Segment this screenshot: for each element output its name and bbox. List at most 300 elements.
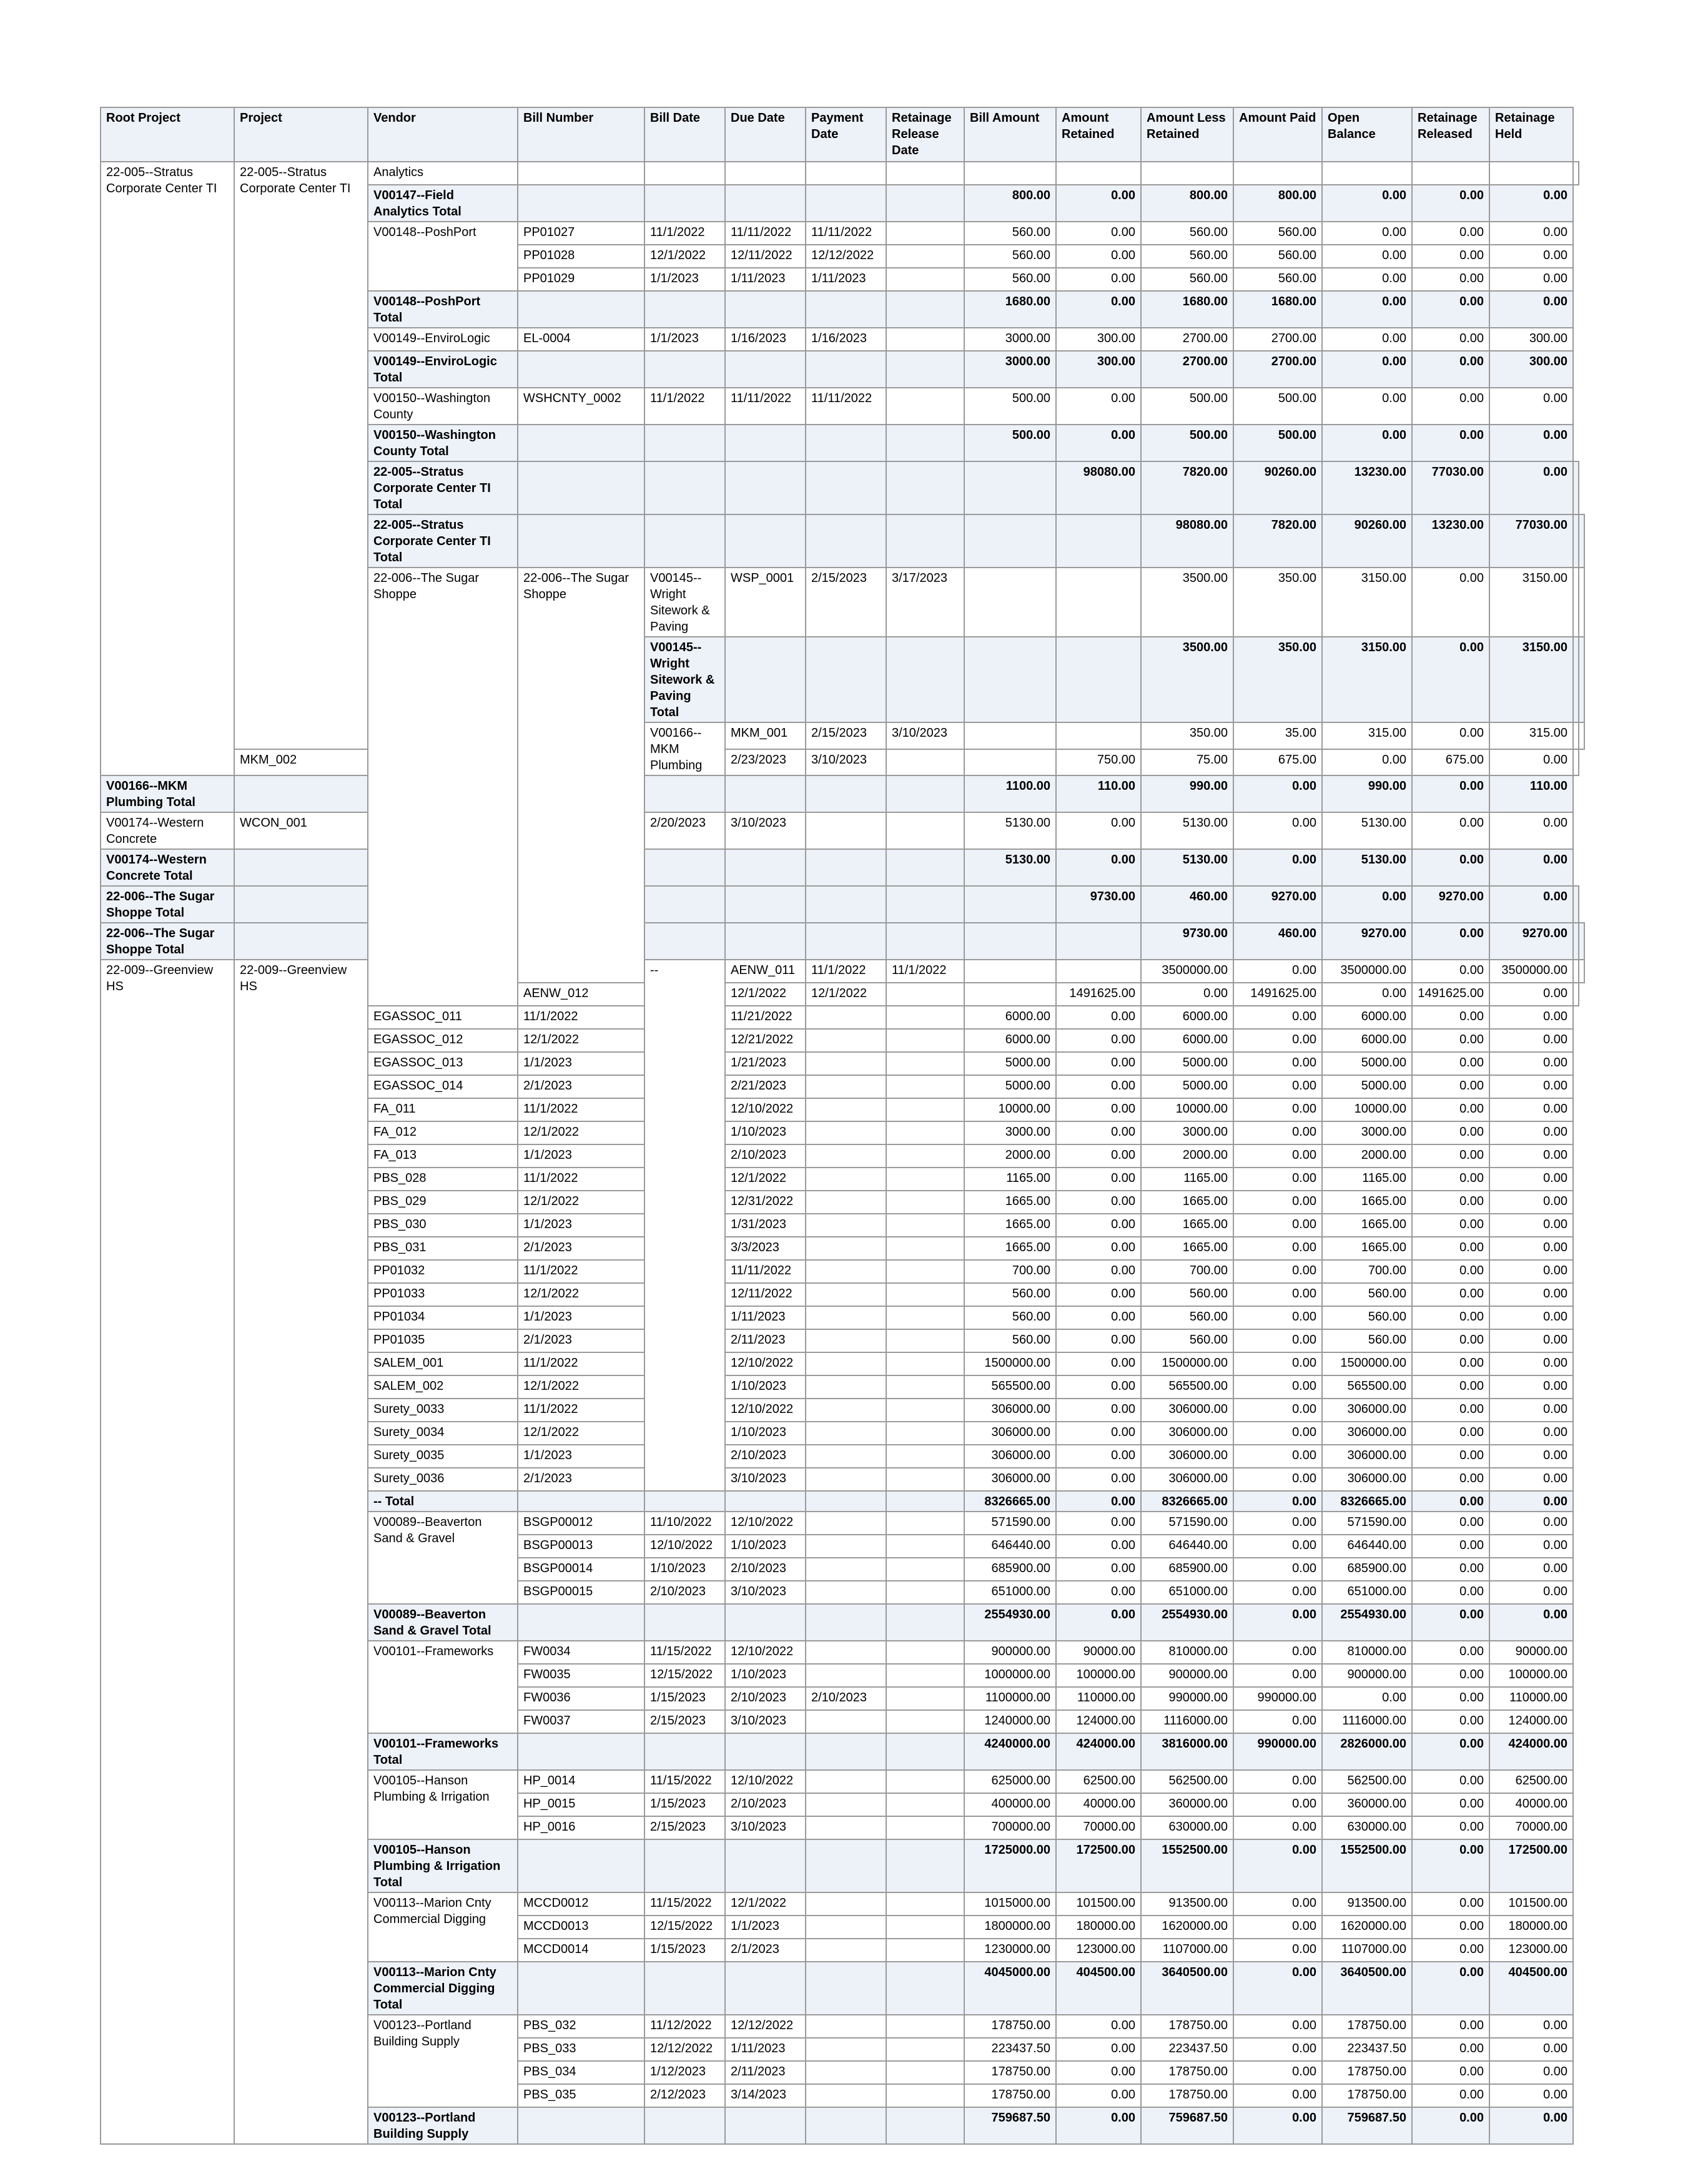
amount-cell: 3000.00 [964,328,1056,351]
bill-info-cell [886,1641,964,1664]
amount-cell: 560.00 [1233,245,1322,268]
empty-cell [886,514,964,568]
amount-cell: 306000.00 [1141,1468,1233,1491]
amount-cell: 0.00 [1489,2084,1573,2107]
column-header: Bill Number [518,107,644,162]
bill-info-cell [806,2015,886,2038]
bill-info-cell: PP01027 [518,222,644,245]
total-amount-cell [1579,923,1584,960]
bill-info-cell [886,1144,964,1168]
amount-cell: 0.00 [1056,2015,1141,2038]
bill-info-cell [886,1892,964,1916]
amount-cell: 0.00 [1233,1939,1322,1962]
table-row [101,162,1584,185]
amount-cell: 0.00 [1056,388,1141,425]
bill-info-cell: 1/21/2023 [725,1052,806,1075]
amount-cell: 1491625.00 [1412,983,1489,1006]
total-amount-cell: 0.00 [1056,425,1141,461]
bill-info-cell [806,2061,886,2084]
bill-info-cell: 1/1/2023 [518,1445,644,1468]
project-total-row [101,886,1584,923]
total-amount-cell: 0.00 [1322,425,1412,461]
amount-cell: 1165.00 [1141,1168,1233,1191]
empty-cell [234,775,368,812]
bill-info-cell: 1/10/2023 [644,1558,725,1581]
amount-cell: 2700.00 [1141,328,1233,351]
bill-info-cell: 12/1/2022 [725,1892,806,1916]
empty-cell [644,849,725,886]
amount-cell [1233,162,1322,185]
bill-info-cell: 2/21/2023 [725,1075,806,1098]
total-amount-cell: 0.00 [1489,2107,1573,2144]
bill-info-cell: MKM_002 [234,749,368,776]
amount-cell: 3500000.00 [1322,960,1412,983]
bill-info-cell [886,1191,964,1214]
amount-cell: 0.00 [1056,1237,1141,1260]
column-header: Amount Retained [1056,107,1141,162]
amount-cell [1322,162,1412,185]
bill-info-cell: 11/1/2022 [518,1352,644,1375]
amount-cell: 560.00 [1141,1283,1233,1306]
bill-info-cell: 1/31/2023 [725,1214,806,1237]
vendor-cell: V00150--Washington County [368,388,518,425]
bill-info-cell [886,1939,964,1962]
vendor-total-row [101,849,1584,886]
bill-info-cell: 12/1/2022 [644,245,725,268]
empty-cell [644,291,725,328]
amount-cell: 0.00 [1322,268,1412,291]
bill-info-cell [886,1006,964,1029]
amount-cell: 0.00 [1233,1664,1322,1687]
empty-cell [886,923,964,960]
bill-info-cell: 2/11/2023 [725,1329,806,1352]
bill-info-cell [886,2038,964,2061]
amount-cell: 630000.00 [1322,1816,1412,1839]
project-total-label: 22-005--Stratus Corporate Center TI Total [368,461,518,514]
empty-cell [886,1839,964,1892]
amount-cell: 3000.00 [964,1121,1056,1144]
empty-cell [644,2107,725,2144]
amount-cell: 178750.00 [1322,2061,1412,2084]
bill-info-cell: 3/14/2023 [725,2084,806,2107]
amount-cell: 0.00 [1412,1535,1489,1558]
project-cell: 22-009--Greenview HS [234,960,368,2144]
total-amount-cell: 9270.00 [1322,923,1412,960]
total-amount-cell: 500.00 [1233,425,1322,461]
empty-cell [518,1839,644,1892]
amount-cell: 0.00 [1233,1535,1322,1558]
bill-info-cell: 1/15/2023 [644,1793,725,1816]
amount-cell: 0.00 [1412,1306,1489,1329]
empty-cell [644,461,725,514]
bill-info-cell [806,1535,886,1558]
bill-info-cell [886,1283,964,1306]
bill-info-cell: PBS_033 [518,2038,644,2061]
amount-cell: 0.00 [1233,1260,1322,1283]
amount-cell: 560.00 [1141,222,1233,245]
bill-info-cell [886,388,964,425]
bill-info-cell [806,1283,886,1306]
amount-cell: 2000.00 [1322,1144,1412,1168]
bill-info-cell [806,1121,886,1144]
amount-cell: 0.00 [1233,1770,1322,1793]
amount-cell: 0.00 [1489,1098,1573,1121]
amount-cell: 700.00 [964,1260,1056,1283]
amount-cell: 0.00 [1233,812,1322,849]
total-amount-cell: 8326665.00 [1141,1491,1233,1512]
bill-info-cell [886,1237,964,1260]
total-amount-cell: 0.00 [1233,775,1322,812]
amount-cell: 500.00 [1141,388,1233,425]
amount-cell: 0.00 [1056,1558,1141,1581]
amount-cell: 0.00 [1412,245,1489,268]
bill-info-cell [886,1816,964,1839]
total-amount-cell: 350.00 [1233,637,1322,722]
amount-cell: 0.00 [1489,1260,1573,1283]
bill-info-cell: 11/1/2022 [518,1399,644,1422]
amount-cell: 0.00 [1056,1283,1141,1306]
total-amount-cell: 0.00 [1233,849,1322,886]
amount-cell: 0.00 [1233,1306,1322,1329]
amount-cell: 1116000.00 [1141,1710,1233,1733]
bill-info-cell [806,1641,886,1664]
total-amount-cell: 1680.00 [1141,291,1233,328]
amount-cell: 685900.00 [1322,1558,1412,1581]
total-amount-cell: 0.00 [1233,1839,1322,1892]
bill-info-cell: 1/11/2023 [806,268,886,291]
amount-cell: 0.00 [1412,1006,1489,1029]
empty-cell [725,461,806,514]
bill-info-cell: 12/1/2022 [518,1283,644,1306]
empty-cell [644,923,725,960]
amount-cell: 0.00 [1489,1006,1573,1029]
bill-info-cell [806,1710,886,1733]
empty-cell [234,923,368,960]
empty-cell [806,886,886,923]
amount-cell: 500.00 [1233,388,1322,425]
amount-cell: 5000.00 [964,1075,1056,1098]
amount-cell: 0.00 [1412,722,1489,749]
amount-cell: 0.00 [1233,1558,1322,1581]
amount-cell: 62500.00 [1489,1770,1573,1793]
amount-cell: 685900.00 [964,1558,1056,1581]
bill-info-cell: 11/15/2022 [644,1641,725,1664]
bill-info-cell: EL-0004 [518,328,644,351]
amount-cell: 306000.00 [964,1445,1056,1468]
bill-info-cell: 11/15/2022 [644,1770,725,1793]
amount-cell: 0.00 [1233,1816,1322,1839]
empty-cell [886,461,964,514]
empty-cell [886,1604,964,1641]
vendor-total-label: V00113--Marion Cnty Commercial Digging Total [368,1962,518,2015]
total-amount-cell: 0.00 [1412,1962,1489,2015]
amount-cell: 0.00 [1412,568,1489,637]
bill-info-cell: 12/1/2022 [518,1029,644,1052]
vendor-bills-table [100,107,1585,2145]
bill-info-cell: 11/1/2022 [886,960,964,983]
total-amount-cell: 0.00 [1412,1733,1489,1770]
total-amount-cell: 0.00 [1412,849,1489,886]
amount-cell: 0.00 [1322,222,1412,245]
bill-info-cell: 12/10/2022 [725,1098,806,1121]
bill-info-cell [644,162,725,185]
amount-cell: 1240000.00 [964,1710,1056,1733]
total-amount-cell [1579,514,1584,568]
total-amount-cell: 0.00 [1489,1491,1573,1512]
total-amount-cell [1573,514,1579,568]
amount-cell: 0.00 [1056,812,1141,849]
amount-cell: 315.00 [1322,722,1412,749]
header-row [101,107,1584,162]
amount-cell: 178750.00 [964,2015,1056,2038]
amount-cell: 0.00 [1489,1191,1573,1214]
amount-cell: 90000.00 [1056,1641,1141,1664]
total-amount-cell: 0.00 [1489,1604,1573,1641]
bill-info-cell: EGASSOC_014 [368,1075,518,1098]
total-amount-cell: 2554930.00 [964,1604,1056,1641]
bill-info-cell: 2/1/2023 [518,1468,644,1491]
amount-cell: 0.00 [1412,328,1489,351]
bill-info-cell [964,568,1056,637]
amount-cell: 5130.00 [1141,812,1233,849]
amount-cell: 0.00 [1233,1191,1322,1214]
bill-info-cell: 1/10/2023 [725,1375,806,1399]
bill-info-cell: 12/1/2022 [518,1375,644,1399]
amount-cell: 0.00 [1322,388,1412,425]
empty-cell [725,1839,806,1892]
amount-cell: 700.00 [1141,1260,1233,1283]
bill-info-cell [806,1029,886,1052]
amount-cell: 0.00 [1489,1306,1573,1329]
amount-cell: 0.00 [1412,1641,1489,1664]
amount-cell: 1107000.00 [1322,1939,1412,1962]
amount-cell: 562500.00 [1141,1770,1233,1793]
total-amount-cell: 460.00 [1141,886,1233,923]
bill-info-cell: 2/10/2023 [725,1144,806,1168]
bill-info-cell [806,1793,886,1816]
amount-cell: 0.00 [1489,1168,1573,1191]
empty-cell [644,185,725,222]
total-amount-cell: 2554930.00 [1141,1604,1233,1641]
bill-info-cell [886,1098,964,1121]
empty-cell [806,1491,886,1512]
vendor-total-label: -- Total [368,1491,518,1512]
amount-cell: 0.00 [1412,2084,1489,2107]
amount-cell: 0.00 [1489,1121,1573,1144]
amount-cell [1573,983,1579,1006]
empty-cell [886,849,964,886]
bill-info-cell [806,1422,886,1445]
amount-cell: 0.00 [1412,1770,1489,1793]
total-amount-cell: 300.00 [1489,351,1573,388]
total-amount-cell: 990.00 [1141,775,1233,812]
bill-info-cell: HP_0016 [518,1816,644,1839]
amount-cell [1579,568,1584,637]
amount-cell: 0.00 [1233,1793,1322,1816]
amount-cell: 0.00 [1412,268,1489,291]
bill-info-cell [964,749,1056,776]
total-amount-cell: 1552500.00 [1322,1839,1412,1892]
amount-cell: 0.00 [1412,1121,1489,1144]
vendor-total-row [101,775,1584,812]
amount-cell: 500.00 [964,388,1056,425]
amount-cell: 5000.00 [964,1052,1056,1075]
empty-cell [234,886,368,923]
total-amount-cell: 2700.00 [1233,351,1322,388]
amount-cell: 571590.00 [1141,1512,1233,1535]
bill-info-cell: BSGP00012 [518,1512,644,1535]
empty-cell [886,1733,964,1770]
empty-cell [1056,514,1141,568]
bill-info-cell [806,1581,886,1604]
empty-cell [725,1962,806,2015]
bill-info-cell: 11/1/2022 [644,222,725,245]
amount-cell: 913500.00 [1322,1892,1412,1916]
bill-info-cell: 2/15/2023 [644,1816,725,1839]
amount-cell: 306000.00 [1141,1422,1233,1445]
project-cell: 22-006--The Sugar Shoppe [518,568,644,983]
total-amount-cell: 3500.00 [1141,637,1233,722]
total-amount-cell: 2826000.00 [1322,1733,1412,1770]
empty-cell [644,1733,725,1770]
amount-cell: 1491625.00 [1233,983,1322,1006]
bill-info-cell [886,2061,964,2084]
amount-cell: 0.00 [1489,1558,1573,1581]
total-amount-cell: 0.00 [1412,2107,1489,2144]
total-amount-cell: 0.00 [1412,291,1489,328]
amount-cell: 3500000.00 [1141,960,1233,983]
amount-cell: 0.00 [1489,245,1573,268]
total-amount-cell: 1680.00 [1233,291,1322,328]
empty-cell [518,1491,644,1512]
amount-cell: 560.00 [1233,268,1322,291]
bill-info-cell [806,1098,886,1121]
amount-cell: 3150.00 [1489,568,1573,637]
total-amount-cell: 0.00 [1233,1962,1322,2015]
amount-cell: 0.00 [1489,1283,1573,1306]
bill-info-cell [886,162,964,185]
amount-cell: 0.00 [1233,2061,1322,2084]
amount-cell: 306000.00 [1141,1445,1233,1468]
total-amount-cell: 0.00 [1056,185,1141,222]
amount-cell [1573,749,1579,776]
bill-info-cell: BSGP00014 [518,1558,644,1581]
amount-cell: 75.00 [1141,749,1233,776]
amount-cell: 0.00 [1489,749,1573,776]
total-amount-cell: 9730.00 [1056,886,1141,923]
bill-info-cell: WCON_001 [234,812,368,849]
amount-cell: 3500.00 [1141,568,1233,637]
root-project-total-row [101,923,1584,960]
total-amount-cell: 0.00 [1056,1604,1141,1641]
amount-cell [1141,162,1233,185]
amount-cell: 0.00 [1233,1641,1322,1664]
total-amount-cell: 460.00 [1233,923,1322,960]
total-amount-cell: 3150.00 [1489,637,1573,722]
amount-cell: 0.00 [1056,1422,1141,1445]
amount-cell: 0.00 [1233,1399,1322,1422]
total-amount-cell: 759687.50 [1141,2107,1233,2144]
amount-cell: 100000.00 [1056,1664,1141,1687]
bill-info-cell: FW0035 [518,1664,644,1687]
amount-cell: 0.00 [1233,1168,1322,1191]
bill-info-cell [806,1916,886,1939]
bill-info-cell [886,1468,964,1491]
amount-cell: 0.00 [1233,1283,1322,1306]
amount-cell: 0.00 [1056,1445,1141,1468]
amount-cell: 6000.00 [1322,1029,1412,1052]
total-amount-cell: 7820.00 [1141,461,1233,514]
bill-info-cell [886,1710,964,1733]
vendor-total-label: V00147--Field Analytics Total [368,185,518,222]
amount-cell: 0.00 [1489,1237,1573,1260]
bill-info-cell [806,1939,886,1962]
total-amount-cell: 424000.00 [1056,1733,1141,1770]
bill-info-cell: 12/10/2022 [725,1641,806,1664]
total-amount-cell: 9730.00 [1141,923,1233,960]
total-amount-cell: 9270.00 [1233,886,1322,923]
amount-cell: 0.00 [1412,1191,1489,1214]
amount-cell: 0.00 [1056,1029,1141,1052]
amount-cell: 0.00 [1322,749,1412,776]
total-amount-cell: 1552500.00 [1141,1839,1233,1892]
empty-cell [518,291,644,328]
amount-cell: 306000.00 [964,1399,1056,1422]
column-header: Retainage Release Date [886,107,964,162]
amount-cell: 560.00 [1322,1283,1412,1306]
total-amount-cell: 0.00 [1056,849,1141,886]
bill-info-cell: 2/10/2023 [725,1445,806,1468]
amount-cell: 0.00 [1489,1329,1573,1352]
empty-cell [725,923,806,960]
bill-info-cell: 1/1/2023 [518,1144,644,1168]
bill-info-cell: 11/1/2022 [518,1260,644,1283]
empty-cell [806,425,886,461]
amount-cell: 1107000.00 [1141,1939,1233,1962]
total-amount-cell [1573,637,1579,722]
bill-info-cell [806,1006,886,1029]
amount-cell: 0.00 [1056,1306,1141,1329]
bill-info-cell: 1/10/2023 [725,1664,806,1687]
amount-cell: 0.00 [1412,1710,1489,1733]
amount-cell: 40000.00 [1056,1793,1141,1816]
amount-cell: 565500.00 [964,1375,1056,1399]
empty-cell [644,1491,725,1512]
amount-cell: 178750.00 [1322,2084,1412,2107]
bill-info-cell [806,1144,886,1168]
empty-cell [725,185,806,222]
bill-info-cell [886,1121,964,1144]
bill-info-cell [806,1468,886,1491]
empty-cell [806,1604,886,1641]
amount-cell: 0.00 [1322,245,1412,268]
amount-cell: 0.00 [1412,1260,1489,1283]
amount-cell: 0.00 [1412,1399,1489,1422]
total-amount-cell: 0.00 [1412,185,1489,222]
empty-cell [806,1733,886,1770]
empty-cell [886,291,964,328]
bill-info-cell: 1/1/2023 [518,1306,644,1329]
bill-info-cell: 2/12/2023 [644,2084,725,2107]
vendor-cell: Analytics [368,162,518,185]
amount-cell: 646440.00 [1141,1535,1233,1558]
bill-info-cell [886,245,964,268]
bill-info-cell: 11/1/2022 [806,960,886,983]
amount-cell: 180000.00 [1489,1916,1573,1939]
amount-cell: 300.00 [1056,328,1141,351]
bill-info-cell [886,222,964,245]
empty-cell [964,886,1056,923]
